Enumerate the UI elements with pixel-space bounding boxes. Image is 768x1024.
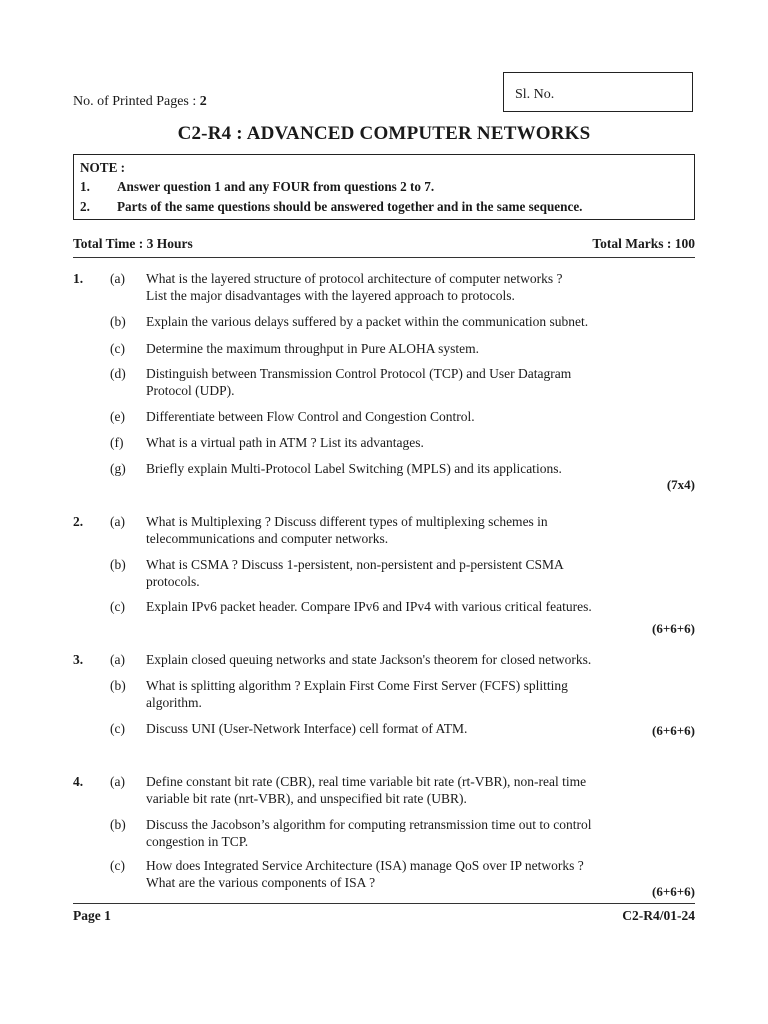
part-text: [146, 678, 659, 711]
part-line: Determine the maximum throughput in Pure ALOHA system.: [146, 341, 479, 356]
marks-allocation: (6+6+6): [652, 621, 695, 636]
part-text: [146, 774, 659, 807]
total-marks: Total Marks : 100: [592, 236, 695, 251]
part-line: congestion in TCP.: [146, 833, 249, 849]
part-label: (g): [110, 461, 126, 476]
part-label: (a): [110, 271, 125, 286]
part-line: List the major disadvantages with the layered approach to protocols.: [146, 287, 515, 303]
note-item-text: Parts of the same questions should be answered together and in the same sequence.: [117, 199, 583, 214]
marks-allocation: (6+6+6): [652, 723, 695, 738]
serial-number-label: Sl. No.: [515, 87, 555, 102]
part-text: [146, 461, 659, 478]
part-label: (b): [110, 817, 126, 832]
part-line: variable bit rate (nrt-VBR), and unspecified bit rate (UBR).: [146, 790, 467, 806]
question-number: 2.: [73, 514, 84, 529]
part-line: Explain IPv6 packet header. Compare IPv6 and IPv4 with various critical features.: [146, 599, 592, 614]
part-label: (b): [110, 314, 126, 329]
part-text: [146, 557, 659, 590]
part-line: What are the various components of ISA ?: [146, 874, 376, 890]
total-time: Total Time : 3 Hours: [73, 236, 193, 251]
part-label: (f): [110, 435, 124, 450]
part-line: What is the layered structure of protocol architecture of computer networks ?: [146, 271, 563, 286]
part-label: (a): [110, 652, 125, 667]
part-text: [146, 409, 659, 426]
part-line: Briefly explain Multi-Protocol Label Switching (MPLS) and its applications.: [146, 461, 562, 476]
part-text: [146, 341, 659, 358]
part-line: Distinguish between Transmission Control Protocol (TCP) and User Datagram: [146, 366, 572, 381]
part-text: [146, 858, 659, 891]
part-line: telecommunications and computer networks.: [146, 530, 389, 546]
part-text: [146, 366, 659, 399]
part-label: (a): [110, 774, 125, 789]
note-box: [73, 154, 695, 220]
part-line: What is Multiplexing ? Discuss different types of multiplexing schemes in: [146, 514, 548, 529]
marks-allocation: (7x4): [666, 477, 695, 492]
footer-divider: [73, 903, 695, 904]
part-label: (c): [110, 599, 125, 614]
note-heading: NOTE :: [80, 160, 126, 175]
part-label: (c): [110, 721, 125, 736]
part-label: (c): [110, 858, 125, 873]
part-line: protocols.: [146, 573, 200, 589]
page-number: Page 1: [73, 908, 111, 923]
page-title: C2-R4 : ADVANCED COMPUTER NETWORKS: [177, 123, 591, 144]
note-item-number: 2.: [80, 199, 90, 214]
part-line: Differentiate between Flow Control and Congestion Control.: [146, 409, 475, 424]
note-item-number: 1.: [80, 179, 90, 194]
part-text: [146, 599, 659, 616]
note-item-text: Answer question 1 and any FOUR from questions 2 to 7.: [117, 179, 435, 194]
part-line: algorithm.: [146, 694, 202, 710]
part-label: (c): [110, 341, 125, 356]
part-text: [146, 721, 659, 738]
printed-pages: [73, 94, 207, 110]
question-number: 1.: [73, 271, 84, 286]
part-text: [146, 435, 659, 452]
part-text: [146, 271, 659, 304]
part-line: Protocol (UDP).: [146, 382, 235, 398]
part-line: Define constant bit rate (CBR), real time variable bit rate (rt-VBR), non-real time: [146, 774, 587, 789]
part-text: [146, 817, 659, 850]
marks-allocation: (6+6+6): [652, 884, 695, 899]
part-line: Explain the various delays suffered by a packet within the communication subnet.: [146, 314, 589, 329]
part-line: How does Integrated Service Architecture (ISA) manage QoS over IP networks ?: [146, 858, 584, 873]
part-label: (e): [110, 409, 125, 424]
part-text: [146, 514, 659, 547]
part-label: (d): [110, 366, 126, 381]
part-line: Discuss UNI (User-Network Interface) cell format of ATM.: [146, 721, 468, 736]
part-line: What is a virtual path in ATM ? List its advantages.: [146, 435, 424, 450]
printed-pages-label: No. of Printed Pages :: [73, 94, 200, 109]
part-label: (b): [110, 678, 126, 693]
part-label: (b): [110, 557, 126, 572]
printed-pages-value: 2: [199, 94, 207, 109]
part-text: [146, 314, 659, 331]
part-label: (a): [110, 514, 125, 529]
part-line: What is splitting algorithm ? Explain First Come First Server (FCFS) splitting: [146, 678, 568, 693]
part-line: What is CSMA ? Discuss 1-persistent, non-persistent and p-persistent CSMA: [146, 557, 564, 572]
part-line: Explain closed queuing networks and state Jackson's theorem for closed networks.: [146, 652, 592, 667]
serial-number-box: [503, 72, 693, 112]
question-number: 3.: [73, 652, 84, 667]
divider: [73, 257, 695, 258]
part-line: Discuss the Jacobson’s algorithm for computing retransmission time out to control: [146, 817, 592, 832]
paper-code: C2-R4/01-24: [622, 908, 695, 923]
part-text: [146, 652, 659, 669]
question-number: 4.: [73, 774, 84, 789]
